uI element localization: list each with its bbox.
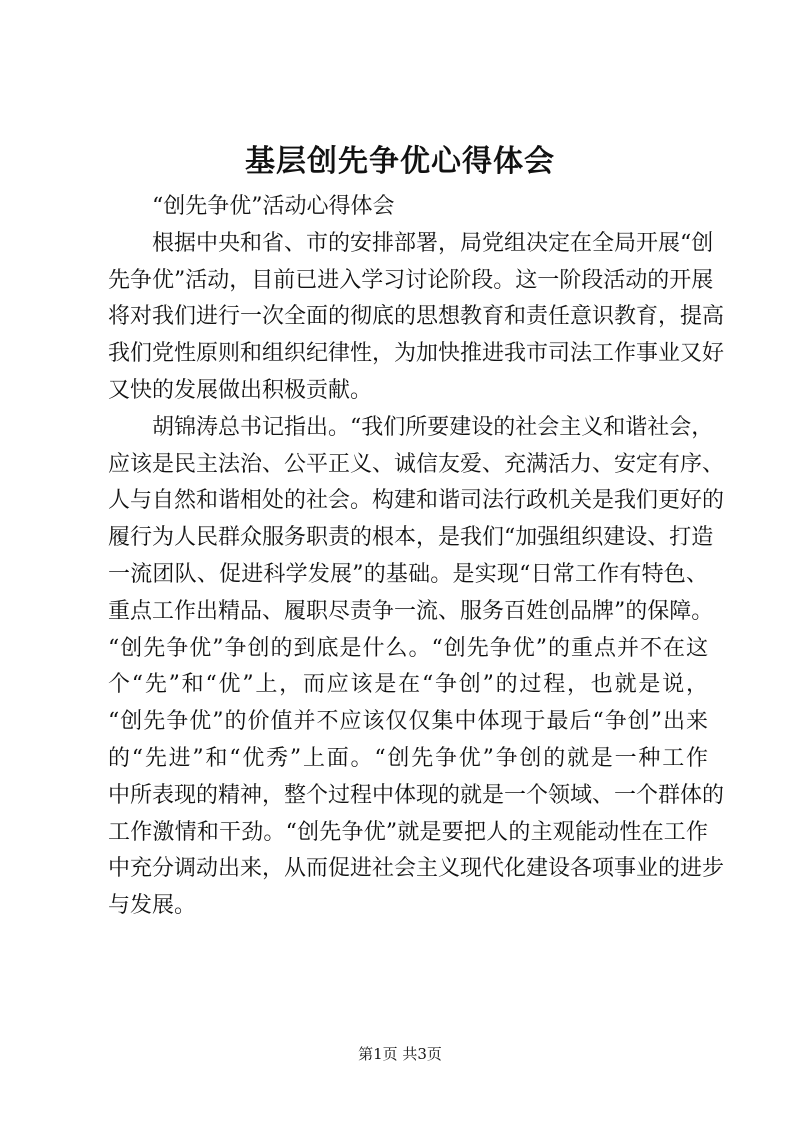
paragraph-2-line-5: 一流团队、促进科学发展”的基础。是实现“日常工作有特色、 [108,561,708,587]
document-body [108,189,725,925]
paragraph-2-line-12: 工作激情和干劲。“创先争优”就是要把人的主观能动性在工作 [108,819,708,845]
paragraph-2-line-2: 应该是民主法治、公平正义、诚信友爱、充满活力、安定有序、 [108,451,725,477]
paragraph-1-line-1: 根据中央和省、市的安排部署，局党组决定在全局开展“创 [152,230,714,256]
paragraph-1-line-5: 又快的发展做出积极贡献。 [108,377,373,403]
paragraph-1-line-3: 将对我们进行一次全面的彻底的思想教育和责任意识教育，提高 [108,304,725,330]
paragraph-1-line-4: 我们党性原则和组织纪律性，为加快推进我市司法工作事业又好 [108,341,725,367]
paragraph-2-line-8: 个“先”和“优”上，而应该是在“争创”的过程，也就是说， [108,672,708,698]
document-title: 基层创先争优心得体会 [245,144,555,179]
paragraph-2-line-3: 人与自然和谐相处的社会。构建和谐司法行政机关是我们更好的 [108,488,725,514]
paragraph-2-line-1: 胡锦涛总书记指出。“我们所要建设的社会主义和谐社会， [152,414,714,440]
paragraph-2-line-14: 与发展。 [108,893,197,919]
paragraph-2-line-10: 的“先进”和“优秀”上面。“创先争优”争创的就是一种工作 [108,745,708,771]
paragraph-2-line-9: “创先争优”的价值并不应该仅仅集中体现于最后“争创”出来 [108,709,708,735]
paragraph-2-line-6: 重点工作出精品、履职尽责争一流、服务百姓创品牌”的保障。 [108,598,714,624]
paragraph-1-line-2: 先争优”活动，目前已进入学习讨论阶段。这一阶段活动的开展 [108,267,714,293]
paragraph-2-line-13: 中充分调动出来，从而促进社会主义现代化建设各项事业的进步 [108,856,725,882]
paragraph-2-line-4: 履行为人民群众服务职责的根本，是我们“加强组织建设、打造 [108,525,714,551]
paragraph-2-line-11: 中所表现的精神，整个过程中体现的就是一个领域、一个群体的 [108,782,725,808]
paragraph-2-line-7: “创先争优”争创的到底是什么。“创先争优”的重点并不在这 [108,635,708,661]
document-subtitle: “创先争优”活动心得体会 [152,194,395,219]
page-footer: 第1页 共3页 [358,1045,442,1063]
